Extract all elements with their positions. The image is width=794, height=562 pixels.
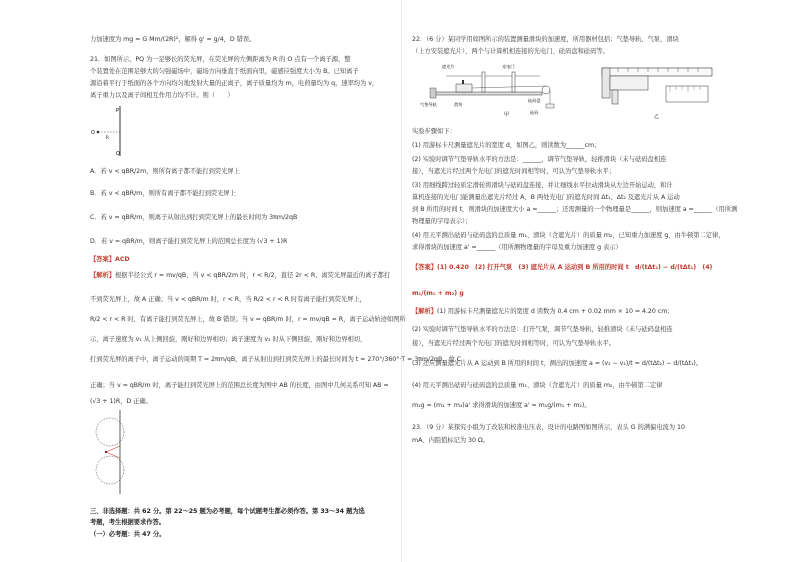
label-shading-strip: 遮光片 [442,64,455,69]
screen-figure [90,102,170,158]
text-line: 源沿着平行于纸面的各个方向均匀地发射大量的正离子，离子质量均为 m，电荷量均为 q，速率均为 v， [90,80,379,87]
answer-value: ACD [115,256,130,263]
answer-label: 【答案】 [412,264,437,271]
step-3-cont: 算机连接的光电门能测量出遮光片经过 A、B 两处光电门的遮光时间 Δt₁、Δt₂ 及遮光片从 A 运动 [412,194,680,201]
analysis-line: R/2 < r < R 时，有离子能打到荧光屏上，故 B 错误；当 v = qBR/m 时，r = mv/qB = R，离子运动轨迹如图所 [90,316,406,323]
step-3: (3) 用细线跨过轻质定滑轮将滑块与砝码盘连接，并让细线水平拉动滑块从左边开始运动，和计 [412,182,673,189]
label-weight-pan: 砝码盘 [528,98,541,103]
analysis-line: m₁g = (m₁ + m₂)a' 求得滑块的加速度 a' = m₁g/(m₁ + m₂)。 [412,402,591,409]
step-4: (4) 用天平测出砝码与砝码盘的总质量 m₁、滑块（含遮光片）的质量 m₂，已知重力加速度 g，由牛顿第二定律， [412,232,725,239]
option-a: A．若 v < qBR/2m，则所有离子都不能打到荧光屏上 [90,168,240,175]
analysis-line: (4) 用天平测出砝码与砝码盘的总质量 m₁、滑块（含遮光片）的质量 m₂，由牛顿第二定律 [412,382,663,389]
answer-line [412,264,712,272]
analysis-label: 【解析】 [412,308,437,315]
analysis-line: 打到荧光屏的离子中，离子运动的周期 T = 2πm/qB，离子从射出到打到荧光屏上的最长时间为 t = 270°/360°·T = 3πm/2qB，故 C [90,356,462,363]
analysis-line [90,272,390,280]
steps-heading: 实验步骤如下： [412,128,456,135]
label-q: Q [116,151,120,157]
analysis-line: (3) 还应测量遮光片从 A 运动到 B 所用的时间 t，测出的加速度 a = (v₂ − v₁)/t = d/(tΔt₂) − d/(tΔt₁)。 [412,360,703,367]
analysis-line: 接），当遮光片经过两个光电门的遮光时间相等时，可认为气垫导轨水平。 [412,340,615,347]
text-line: 离子重力以及离子间相互作用力均不计。则（ ） [90,92,234,99]
analysis-line: 不到荧光屏上，故 A 正确；当 v < qBR/m 时，r < R，当 R/2 < r < R 时有离子能打到荧光屏上， [90,296,366,303]
answer-label: 【答案】 [90,256,115,263]
label-p: P [116,108,120,114]
air-track-figure [416,58,582,118]
question-23-line: 23．（9 分）某探究小组为了改装和校准电压表，设计的电路图如图所示，表头 G 的满偏电流为 10 [412,424,685,431]
option-d: D．若 v = qBR/m，则离子能打到荧光屏上的范围总长度为 (√3 + 1)R [90,238,288,245]
step-3-cont: 到 B 所用的时间 t，则滑块的加速度大小 a =______；还需测量的一个物理量是______，则加速度 a =______（用所测 [412,206,738,213]
vernier-caliper-figure [598,58,716,122]
text-line: 个装置处在范围足够大的匀强磁场中，磁场方向垂直于纸面向里，磁感应强度大小为 B。已知离子 [90,68,359,75]
label-o: O [91,130,95,136]
answer-line [90,256,130,264]
step-3-cont: 物理量的字母表示）； [412,218,472,225]
step-2: (2) 实验时调节气垫导轨水平的方法是：______，调节气垫导轨，轻推滑块（未与砝码盘相连 [412,156,667,163]
step-1: (1) 用游标卡尺测量遮光片的宽度 d，如图乙，则读数为______cm； [412,142,601,149]
trajectory-figure [92,408,162,496]
analysis-line: 示，离子速度为 v₁ 从上侧回旋，刚好和边界相切；离子速度为 v₂ 时从下侧回旋，刚好和边界相切， [90,336,367,343]
subsection-heading: （一）必考题：共 47 分。 [90,531,166,538]
analysis-line [412,308,674,316]
label-r: R [106,135,109,140]
analysis-text: (1) 用游标卡尺测量遮光片的宽度 d 读数为 0.4 cm + 0.02 mm × 10 = 4.20 cm； [437,308,674,315]
analysis-label: 【解析】 [90,272,115,279]
answer-value: (1) 0.420 (2) 打开气泵 (3) 遮光片从 A 运动到 B 所用的时间 t d/(tΔt₂) − d/(tΔt₁) (4) [437,264,713,271]
figure-label-yi: 乙 [654,114,660,120]
section-heading-cont: 考题，考生根据要求作答。 [90,519,165,526]
analysis-text: 根据半径公式 r = mv/qB，当 v < qBR/2m 时，r < R/2，直径 2r < R，离荧光屏最近的离子都打 [115,272,391,279]
option-b: B．若 v < qBR/m，则所有离子都不能打到荧光屏上 [90,190,236,197]
text-line: mA、内阻值标记为 30 Ω。 [412,437,489,444]
label-weight: 砝码 [530,110,539,115]
label-photogate: 光电门 [502,64,515,69]
label-slider: 滑块 [454,102,463,107]
step-2-cont: 接），当遮光片经过两个光电门的遮光时间相等时，可认为气垫导轨水平； [412,168,615,175]
label-air-track: 气垫导轨 [420,102,437,107]
question-22-line: 22．（6 分）某同学用如图所示的装置测量滑块的加速度，所用器材包括：气垫导轨、气泵、滑块 [412,36,679,43]
option-c: C．若 v = qBR/m，则离子从射出到打到荧光屏上的最长时间为 3πm/2qB [90,214,298,221]
question-21-line: 21．如图所示，PQ 为一足够长的荧光屏，在荧光屏的左侧距离为 R 的 O 点有一个离子源，整 [90,56,351,63]
text-line: （上方安装遮光片）、两个与计算机相连接的光电门、砝码盘和砝码等。 [412,48,609,55]
analysis-line: 正确；当 v = qBR/m 时，离子能打到荧光屏上的范围总长度为图中 AB 的长度，由图中几何关系可知 AB = [90,382,389,389]
figure-label-jia: 甲 [504,112,510,118]
step-4-cont: 求得滑块的加速度 a' =______（用所测物理量的字母及重力加速度 g 表示） [412,244,622,251]
text-line: 力加速度为 mg = G Mm/(2R)²，解得 g' = g/4，D 错误。 [90,36,256,43]
analysis-line: (√3 + 1)R，D 正确。 [90,398,152,405]
section-heading: 三、非选择题：共 62 分。第 22～25 题为必考题，每个试题考生都必须作答。第 33～34 题为选 [90,508,365,515]
analysis-line: (2) 实验时调节气垫导轨水平的方法是：打开气泵，调节气垫导轨，轻推滑块（未与砝码盘相连 [412,326,673,333]
answer-value-cont: m₁/(m₁ + m₂) g [412,290,464,297]
page-divider [401,0,402,562]
